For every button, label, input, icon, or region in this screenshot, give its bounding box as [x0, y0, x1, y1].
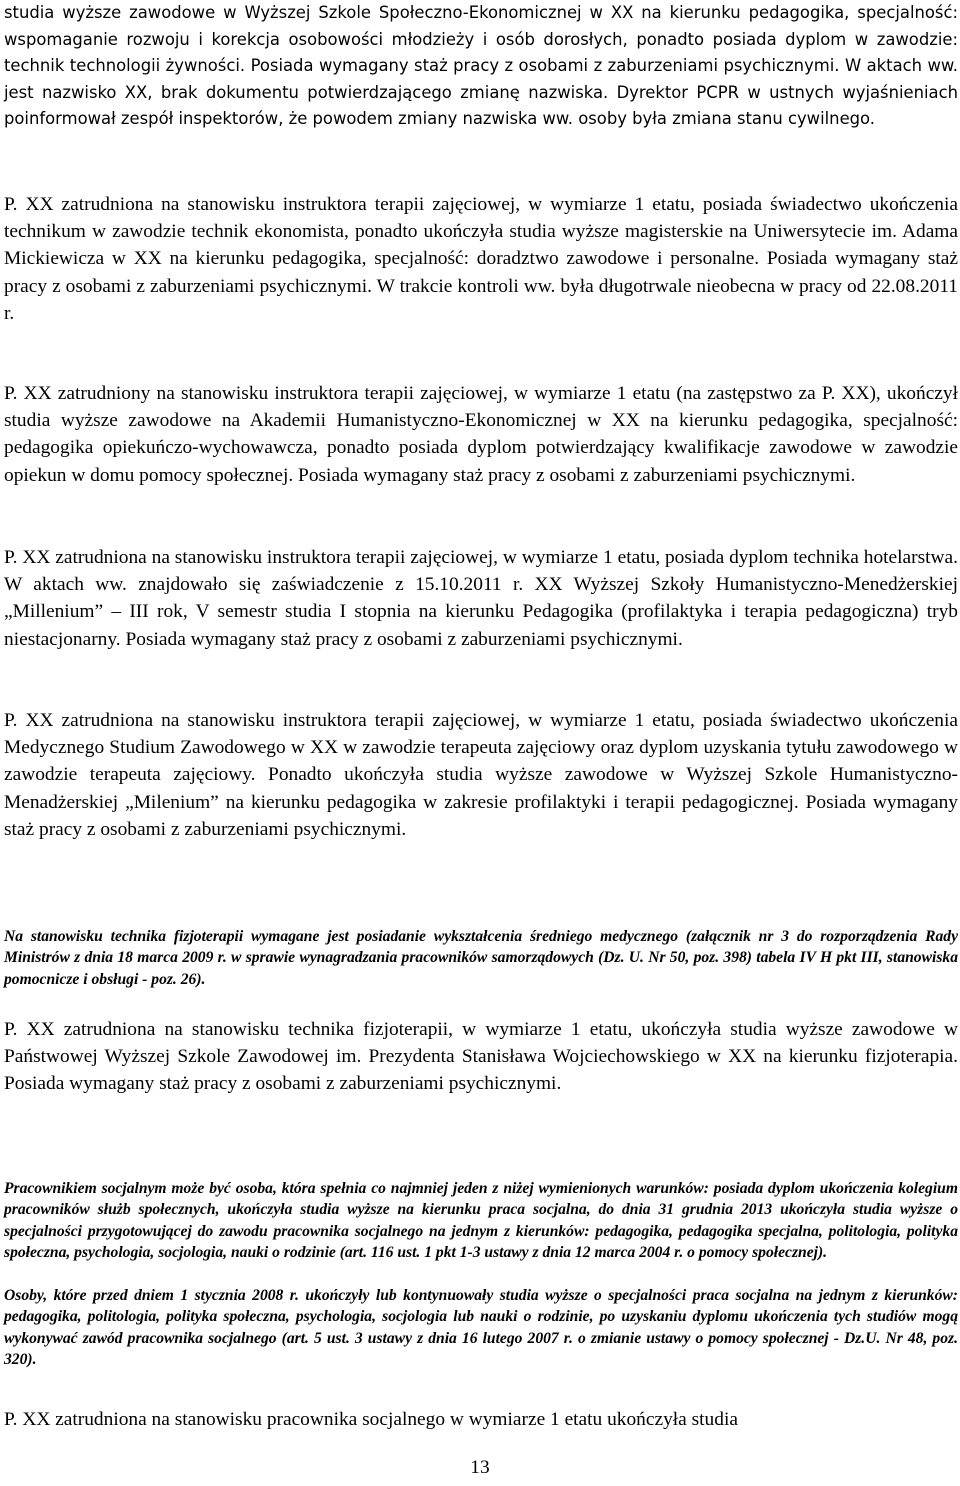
paragraph-employee-3: P. XX zatrudniony na stanowisku instruktora terapii zajęciowej, w wymiarze 1 etatu (na zastępstwo za P. XX), ukończył studia wyższe zawodowe na Akademii Humanistyczno-Ekonomicznej w XX na kierunku pedagogika, specjalność: pedagogika opiekuńczo-wychowawcza, ponadto posiada dyplom potwierdzający kwalifikacje zawodowe w zawodzie opiekun w domu pomocy społecznej. Posiada wymagany staż pracy z osobami z zaburzeniami psychicznymi. — [4, 383, 958, 486]
paragraph-employee-7: P. XX zatrudniona na stanowisku pracownika socjalnego w wymiarze 1 etatu ukończyła studia — [4, 1409, 738, 1430]
paragraph-employee-2: P. XX zatrudniona na stanowisku instruktora terapii zajęciowej, w wymiarze 1 etatu, posiada świadectwo ukończenia technikum w zawodzie technik ekonomista, ponadto ukończyła studia wyższe magisterskie na Uniwersytecie im. Adama Mickiewicza w XX na kierunku pedagogika, specjalność: doradztwo zawodowe i personalne. Posiada wymagany staż pracy z osobami z zaburzeniami psychicznymi. W trakcie kontroli ww. była długotrwale nieobecna w pracy od 22.08.2011 r. — [4, 194, 958, 324]
paragraph-employee-5: P. XX zatrudniona na stanowisku instruktora terapii zajęciowej, w wymiarze 1 etatu, posiada świadectwo ukończenia Medycznego Studium Zawodowego w XX w zawodzie terapeuta zajęciowy oraz dyplom uzyskania tytułu zawodowego w zawodzie terapeuta zajęciowy. Ponadto ukończyła studia wyższe zawodowe w Wyższej Szkole Humanistyczno-Menadżerskiej „Milenium” na kierunku pedagogika w zakresie profilaktyki i terapii pedagogicznej. Posiada wymagany staż pracy z osobami z zaburzeniami psychicznymi. — [4, 710, 958, 840]
page-number: 13 — [470, 1457, 490, 1478]
note-social-worker-transitional: Osoby, które przed dniem 1 stycznia 2008 r. ukończyły lub kontynuowały studia wyższe o specjalności praca socjalna na jednym z kierunków: pedagogika, politologia, polityka społeczna, psychologia, socjologia lub nauki o rodzinie, po uzyskaniu dyplomu ukończenia tych studiów mogą wykonywać zawód pracownika socjalnego (art. 5 ust. 3 ustawy z dnia 16 lutego 2007 r. o zmianie ustawy o pomocy społecznej - Dz.U. Nr 48, poz. 320). — [4, 1287, 958, 1369]
paragraph-intro: studia wyższe zawodowe w Wyższej Szkole Społeczno-Ekonomicznej w XX na kierunku pedagogika, specjalność: wspomaganie rozwoju i korekcja osobowości młodzieży i osób dorosłych, ponadto posiada dyplom w zawodzie: technik technologii żywności. Posiada wymagany staż pracy z osobami z zaburzeniami psychicznymi. W aktach ww. jest nazwisko XX, brak dokumentu potwierdzającego zmianę nazwiska. Dyrektor PCPR w ustnych wyjaśnieniach poinformował zespół inspektorów, że powodem zmiany nazwiska ww. osoby była zmiana stanu cywilnego. — [4, 3, 958, 129]
note-social-worker-requirement: Pracownikiem socjalnym może być osoba, która spełnia co najmniej jeden z niżej wymienionych warunków: posiada dyplom ukończenia kolegium pracowników służb społecznych, ukończyła studia wyższe na kierunku praca socjalna, do dnia 31 grudnia 2013 ukończyła studia wyższe o specjalności przygotowującej do zawodu pracownika socjalnego na jednym z kierunków: pedagogika, pedagogika specjalna, politologia, polityka społeczna, psychologia, socjologia, nauki o rodzinie (art. 116 ust. 1 pkt 1-3 ustawy z dnia 12 marca 2004 r. o pomocy społecznej). — [4, 1180, 958, 1262]
paragraph-employee-6: P. XX zatrudniona na stanowisku technika fizjoterapii, w wymiarze 1 etatu, ukończyła studia wyższe zawodowe w Państwowej Wyższej Szkole Zawodowej im. Prezydenta Stanisława Wojciechowskiego w XX na kierunku fizjoterapia. Posiada wymagany staż pracy z osobami z zaburzeniami psychicznymi. — [4, 1019, 958, 1095]
note-physiotherapy-requirement: Na stanowisku technika fizjoterapii wymagane jest posiadanie wykształcenia średniego medycznego (załącznik nr 3 do rozporządzenia Rady Ministrów z dnia 18 marca 2009 r. w sprawie wynagradzania pracowników samorządowych (Dz. U. Nr 50, poz. 398) tabela IV H pkt III, stanowiska pomocnicze i obsługi - poz. 26). — [4, 928, 958, 988]
paragraph-employee-4: P. XX zatrudniona na stanowisku instruktora terapii zajęciowej, w wymiarze 1 etatu, posiada dyplom technika hotelarstwa. W aktach ww. znajdowało się zaświadczenie z 15.10.2011 r. XX Wyższej Szkoły Humanistyczno-Menedżerskiej „Millenium” – III rok, V semestr studia I stopnia na kierunku Pedagogika (profilaktyka i terapia pedagogiczna) tryb niestacjonarny. Posiada wymagany staż pracy z osobami z zaburzeniami psychicznymi. — [4, 547, 958, 650]
